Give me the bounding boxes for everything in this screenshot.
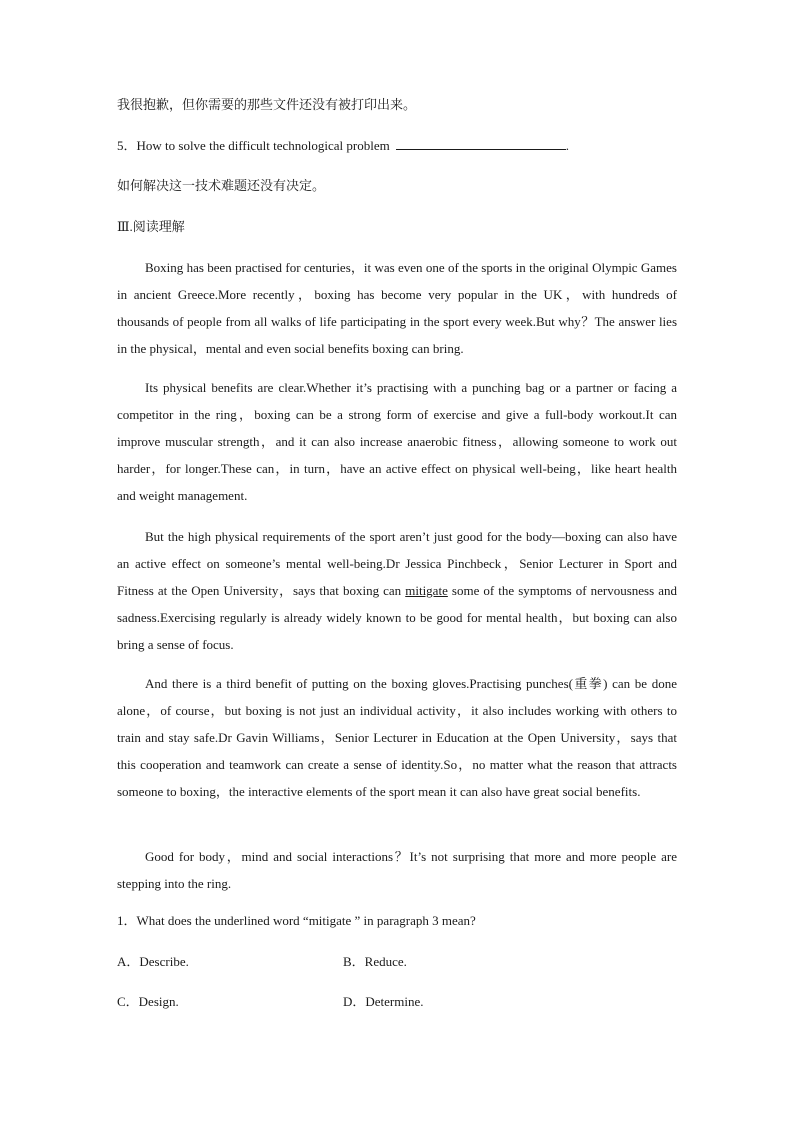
paragraph-3-part-1: But the high physical requirements of the sport aren’t just good for the body—boxing can also have an active effect on someone’s mental well-being.Dr Jessica Pinchbeck，Senior Lecturer in Sport and Fitness at the Open University，says that boxing can — [117, 529, 677, 598]
question-5 — [117, 137, 569, 155]
section-heading: Ⅲ.阅读理解 — [117, 219, 185, 234]
answer-blank[interactable] — [396, 137, 566, 150]
option-c: C．Design. — [117, 994, 179, 1009]
underlined-word: mitigate — [405, 583, 448, 598]
option-b: B．Reduce. — [343, 954, 407, 969]
passage-paragraph-3 — [117, 523, 677, 658]
translation-line-problem: 如何解决这一技术难题还没有决定。 — [117, 178, 326, 193]
question-1-stem: 1．What does the underlined word “mitigate ” in paragraph 3 mean? — [117, 913, 476, 928]
question-5-period: . — [565, 138, 569, 153]
question-5-text: 5．How to solve the difficult technological problem — [117, 138, 390, 153]
passage-paragraph-5: Good for body，mind and social interactions？It’s not surprising that more and more people are stepping into the ring. — [117, 849, 677, 891]
passage-paragraph-4: And there is a third benefit of putting on the boxing gloves.Practising punches(重拳) can be done alone，of course，but boxing is not just an individual activity，it also includes working with others to train and stay safe.Dr Gavin Williams，Senior Lecturer in Education at the Open University，says that this cooperation and teamwork can create a sense of identity.So，no matter what the reason that attracts someone to boxing，the interactive elements of the sport mean it can also have great social benefits. — [117, 676, 677, 799]
option-a: A．Describe. — [117, 954, 189, 969]
passage-paragraph-1: Boxing has been practised for centuries，it was even one of the sports in the original Olympic Games in ancient Greece.More recently，boxing has become very popular in the UK，with hundreds of thousands of people from all walks of life participating in the sport every week.But why？The answer lies in the physical，mental and even social benefits boxing can bring. — [117, 260, 677, 356]
option-d: D．Determine. — [343, 994, 424, 1009]
passage-paragraph-2: Its physical benefits are clear.Whether it’s practising with a punching bag or a partner or facing a competitor in the ring，boxing can be a strong form of exercise and give a full-body workout.It can improve muscular strength，and it can also increase anaerobic fitness，allowing someone to work out harder，for longer.These can，in turn，have an active effect on physical well-being，like heart health and weight management. — [117, 380, 677, 503]
paragraph-3-part-2: some of the symptoms of nervousness and sadness.Exercising regularly is already widely known to be good for mental health，but boxing can also bring a sense of focus. — [117, 583, 677, 652]
translation-line-sorry: 我很抱歉，但你需要的那些文件还没有被打印出来。 — [117, 97, 417, 112]
